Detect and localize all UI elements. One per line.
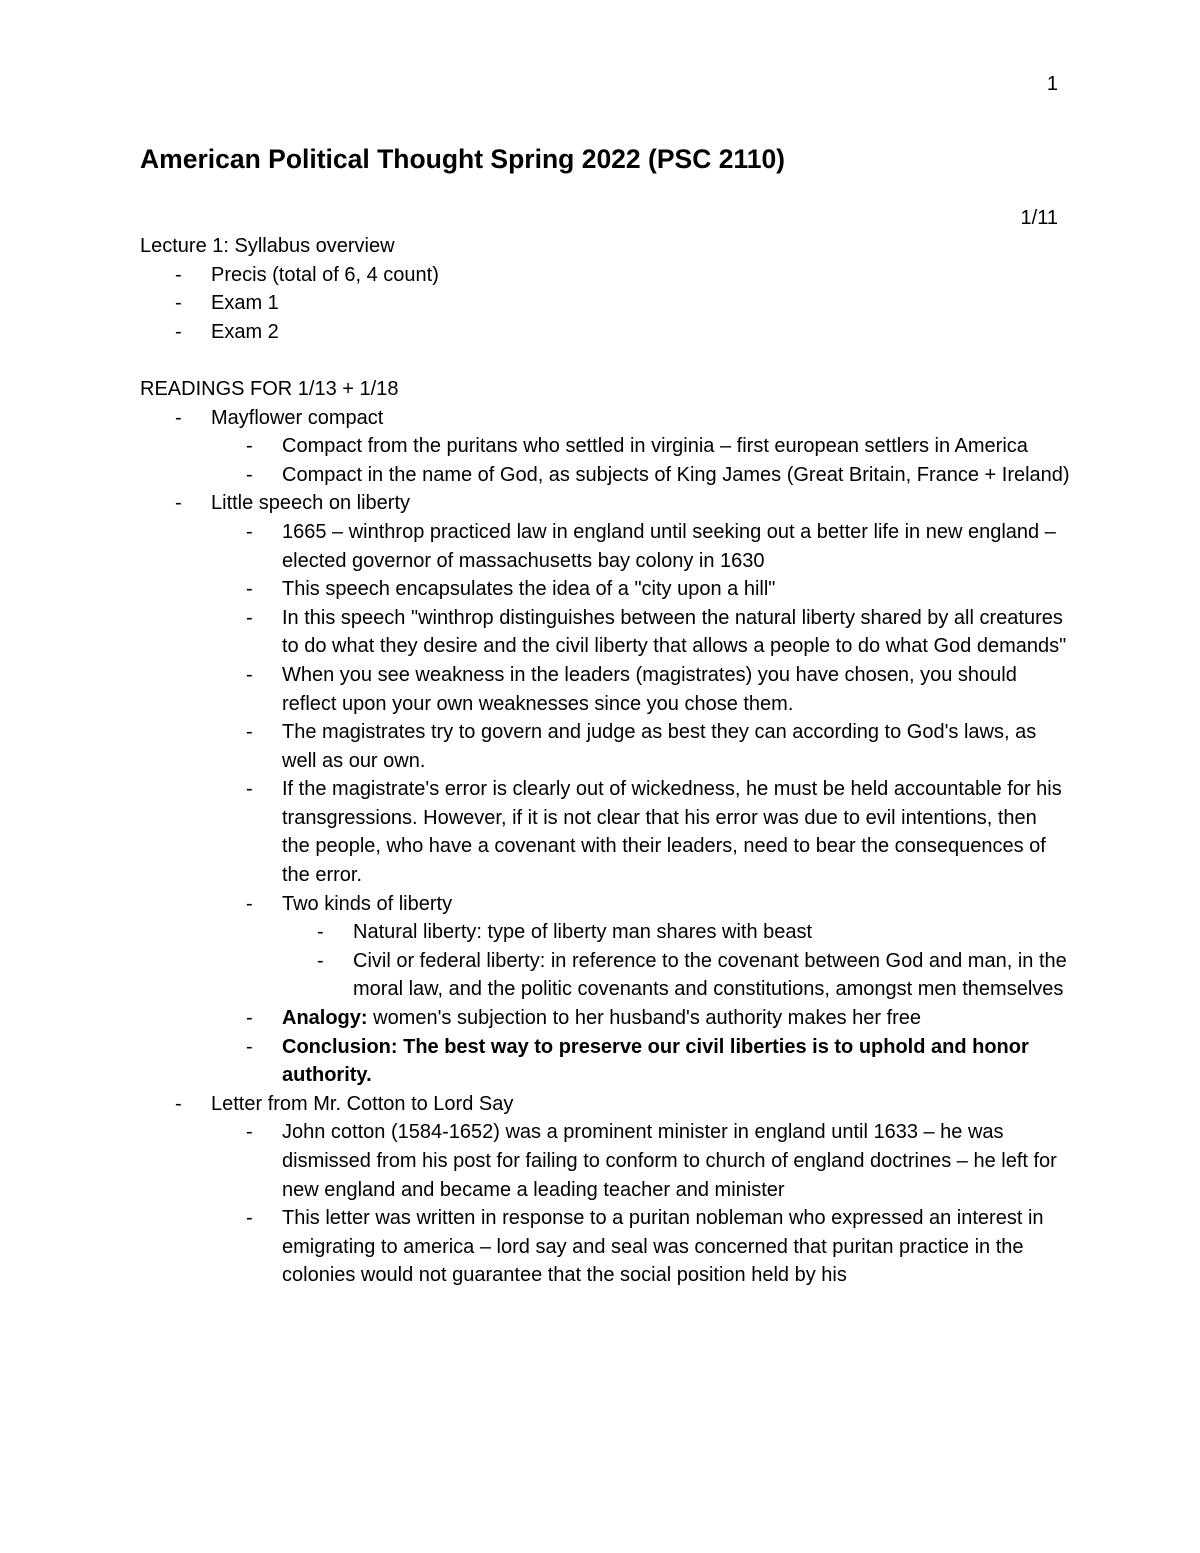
dash-bullet: - xyxy=(246,1007,253,1030)
dash-bullet: - xyxy=(246,892,253,915)
lecture-list xyxy=(140,261,1070,347)
list-item: - Precis (total of 6, 4 count) xyxy=(140,261,1070,290)
dash-bullet: - xyxy=(246,463,253,486)
list-item-mayflower: - Mayflower compact xyxy=(140,404,1070,433)
list-item: - In this speech "winthrop distinguishes between the natural liberty shared by all creatures to do what they desire and the civil liberty that allows a people to do what God demands" xyxy=(140,604,1070,661)
notes-body xyxy=(140,232,1070,1290)
dash-bullet: - xyxy=(246,578,253,601)
dash-bullet: - xyxy=(317,949,324,972)
blank-line xyxy=(140,346,1070,375)
list-item-two-kinds: - Two kinds of liberty xyxy=(140,890,1070,919)
dash-bullet: - xyxy=(175,406,182,429)
liberty-speech-sublist xyxy=(140,1004,1070,1090)
dash-bullet: - xyxy=(175,263,182,286)
dash-bullet: - xyxy=(175,292,182,315)
analogy-label: Analogy: xyxy=(282,1007,368,1030)
list-item: - Compact from the puritans who settled in virginia – first european settlers in America xyxy=(140,432,1070,461)
list-item: - If the magistrate's error is clearly out of wickedness, he must be held accountable for his transgressions. However, if it is not clear that his error was due to evil intentions, then the people, who have a covenant with their leaders, need to bear the consequences of the error. xyxy=(140,775,1070,889)
dash-bullet: - xyxy=(246,663,253,686)
list-item-liberty-speech: - Little speech on liberty xyxy=(140,489,1070,518)
dash-bullet: - xyxy=(246,721,253,744)
list-item: - The magistrates try to govern and judge as best they can according to God's laws, as well as our own. xyxy=(140,718,1070,775)
dash-bullet: - xyxy=(246,1121,253,1144)
dash-bullet: - xyxy=(246,435,253,458)
list-item: - Exam 1 xyxy=(140,289,1070,318)
cotton-letter-sublist xyxy=(140,1118,1070,1290)
readings-list xyxy=(140,489,1070,518)
list-item-analogy xyxy=(140,1004,1070,1033)
list-item: - This letter was written in response to a puritan nobleman who expressed an interest in emigrating to america – lord say and seal was concerned that puritan practice in the colonies would not guarantee that the social position held by his xyxy=(140,1204,1070,1290)
lecture-date: 1/11 xyxy=(1020,207,1058,229)
list-item: - Natural liberty: type of liberty man shares with beast xyxy=(140,918,1070,947)
two-kinds-sublist xyxy=(140,918,1070,1004)
dash-bullet: - xyxy=(246,520,253,543)
readings-list xyxy=(140,404,1070,433)
dash-bullet: - xyxy=(175,1092,182,1115)
analogy-text: women's subjection to her husband's authority makes her free xyxy=(367,1007,922,1030)
list-item-conclusion xyxy=(140,1033,1070,1090)
page-number: 1 xyxy=(1046,73,1058,95)
dash-bullet: - xyxy=(246,1035,253,1058)
list-item: - John cotton (1584-1652) was a prominent minister in england until 1633 – he was dismissed from his post for failing to conform to church of england doctrines – he left for new england and became a leading teacher and minister xyxy=(140,1118,1070,1204)
list-item-cotton-letter: - Letter from Mr. Cotton to Lord Say xyxy=(140,1090,1070,1119)
list-item: - This speech encapsulates the idea of a "city upon a hill" xyxy=(140,575,1070,604)
dash-bullet: - xyxy=(246,1207,253,1230)
readings-heading: READINGS FOR 1/13 + 1/18 xyxy=(140,377,399,400)
conclusion-text: Conclusion: The best way to preserve our civil liberties is to uphold and honor authority. xyxy=(282,1035,1029,1087)
liberty-speech-sublist xyxy=(140,518,1070,918)
dash-bullet: - xyxy=(246,606,253,629)
list-item: - 1665 – winthrop practiced law in england until seeking out a better life in new england – elected governor of massachusetts bay colony in 1630 xyxy=(140,518,1070,575)
lecture-heading: Lecture 1: Syllabus overview xyxy=(140,235,395,257)
dash-bullet: - xyxy=(175,320,182,343)
dash-bullet: - xyxy=(246,778,253,801)
readings-list xyxy=(140,1090,1070,1119)
list-item: - Civil or federal liberty: in reference to the covenant between God and man, in the moral law, and the politic covenants and constitutions, amongst men themselves xyxy=(140,947,1070,1004)
dash-bullet: - xyxy=(175,492,182,515)
list-item: - Exam 2 xyxy=(140,318,1070,347)
mayflower-sublist xyxy=(140,432,1070,489)
document-title: American Political Thought Spring 2022 (PSC 2110) xyxy=(140,144,786,174)
list-item: - Compact in the name of God, as subjects of King James (Great Britain, France + Ireland) xyxy=(140,461,1070,490)
dash-bullet: - xyxy=(317,921,324,944)
list-item: - When you see weakness in the leaders (magistrates) you have chosen, you should reflect upon your own weaknesses since you chose them. xyxy=(140,661,1070,718)
